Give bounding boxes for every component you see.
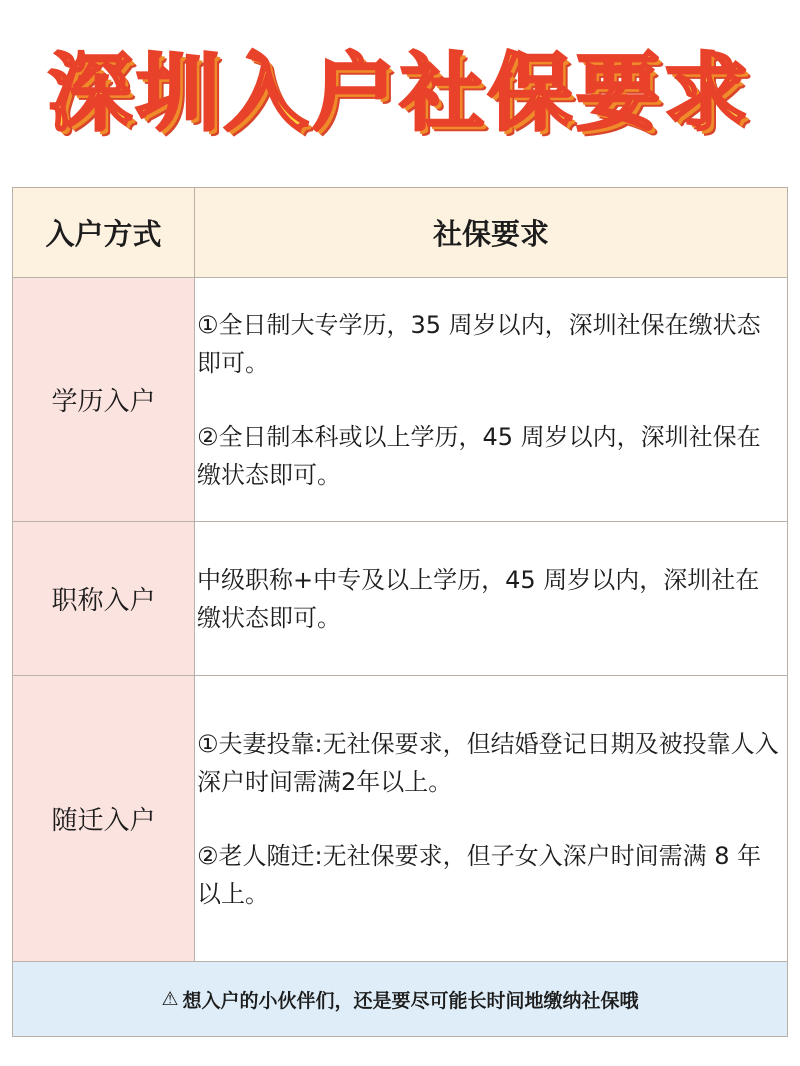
- page-title: 深圳入户社保要求: [47, 44, 752, 142]
- header-method: 入户方式: [13, 188, 195, 278]
- requirement-item: 中级职称+中专及以上学历，45 周岁以内，深圳社在缴状态即可。: [197, 565, 760, 632]
- requirement-item: ②老人随迁:无社保要求，但子女入深户时间需满 8 年以上。: [197, 841, 762, 908]
- header-requirement: 社保要求: [195, 188, 787, 278]
- requirement-item: ②全日制本科或以上学历，45 周岁以内，深圳社保在缴状态即可。: [197, 422, 761, 489]
- requirement-item: ①夫妻投靠:无社保要求，但结婚登记日期及被投靠人入深户时间需满2年以上。: [197, 729, 779, 796]
- warning-icon: ⚠: [161, 988, 179, 1010]
- footer-text: 想入户的小伙伴们，还是要尽可能长时间地缴纳社保哦: [182, 989, 639, 1012]
- footer-note: [13, 962, 787, 1036]
- row-title-requirement: [195, 522, 787, 676]
- row-education-requirement: [195, 278, 787, 522]
- row-family-method: 随迁入户: [13, 676, 195, 962]
- row-education-method: 学历入户: [13, 278, 195, 522]
- row-family-requirement: [195, 676, 787, 962]
- requirements-table: [12, 187, 788, 1037]
- row-title-method: 职称入户: [13, 522, 195, 676]
- requirement-item: ①全日制大专学历，35 周岁以内，深圳社保在缴状态即可。: [197, 310, 761, 377]
